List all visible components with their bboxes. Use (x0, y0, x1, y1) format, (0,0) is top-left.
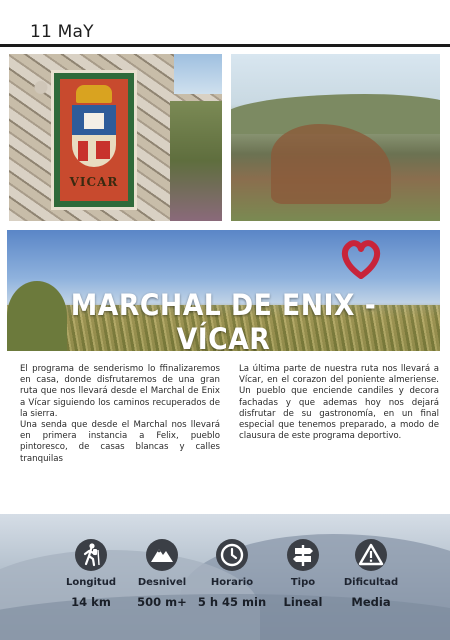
left-paragraph-1: El programa de senderismo lo ffinalizaremos en casa, donde disfrutaremos de una gran ruta que nos llevará desde el Marchal de Enix a Vícar siguiendo los caminos recuperados de la sierra. (20, 364, 220, 419)
stat-value: 500 m+ (137, 595, 187, 609)
stat-label: Dificultad (343, 577, 399, 588)
stat-elevation (127, 538, 197, 609)
signpost-icon (286, 538, 320, 572)
right-paragraph-1: La última parte de nuestra ruta nos llevará a Vícar, en el corazon del poniente almeriense. Un pueblo que enciende candiles y decora fachadas y que ademas hoy nos dejará disfrutar de su gastronomía, en un final especial que tenemos preparado, a modo de clausura de este programa deportivo. (239, 364, 439, 442)
stat-type (268, 538, 338, 609)
stat-label: Desnivel (137, 577, 187, 588)
banner-photo (7, 230, 440, 351)
stat-label: Tipo (290, 577, 316, 588)
shield-shape (72, 105, 116, 167)
stat-value: Lineal (283, 595, 323, 609)
route-title: MARCHAL DE ENIX - VÍCAR (70, 288, 377, 351)
left-text-column (20, 364, 220, 465)
sign-lettering: VICAR (69, 175, 119, 189)
crown-shape (76, 85, 112, 103)
stat-value: 14 km (71, 595, 111, 609)
stat-length (56, 538, 126, 609)
stat-value: 5 h 45 min (197, 595, 267, 609)
date-heading: 11 MaY (30, 22, 94, 42)
header-rule (0, 44, 450, 47)
stat-difficulty (336, 538, 406, 609)
warning-icon (354, 538, 388, 572)
right-text-column (239, 364, 439, 442)
hiker-icon (74, 538, 108, 572)
stat-label: Horario (210, 577, 254, 588)
stat-time (197, 538, 267, 609)
heart-icon (340, 238, 382, 280)
stat-label: Longitud (65, 577, 116, 588)
coat-of-arms-tile (51, 70, 137, 210)
vicar-sign-photo (9, 54, 222, 221)
mountain-icon (145, 538, 179, 572)
valley-photo (231, 54, 440, 221)
clock-icon (215, 538, 249, 572)
stat-value: Media (351, 595, 391, 609)
left-paragraph-2: Una senda que desde el Marchal nos llevará en primera instancia a Felix, pueblo pintoresco, de casas blancas y calles tranquilas (20, 420, 220, 464)
